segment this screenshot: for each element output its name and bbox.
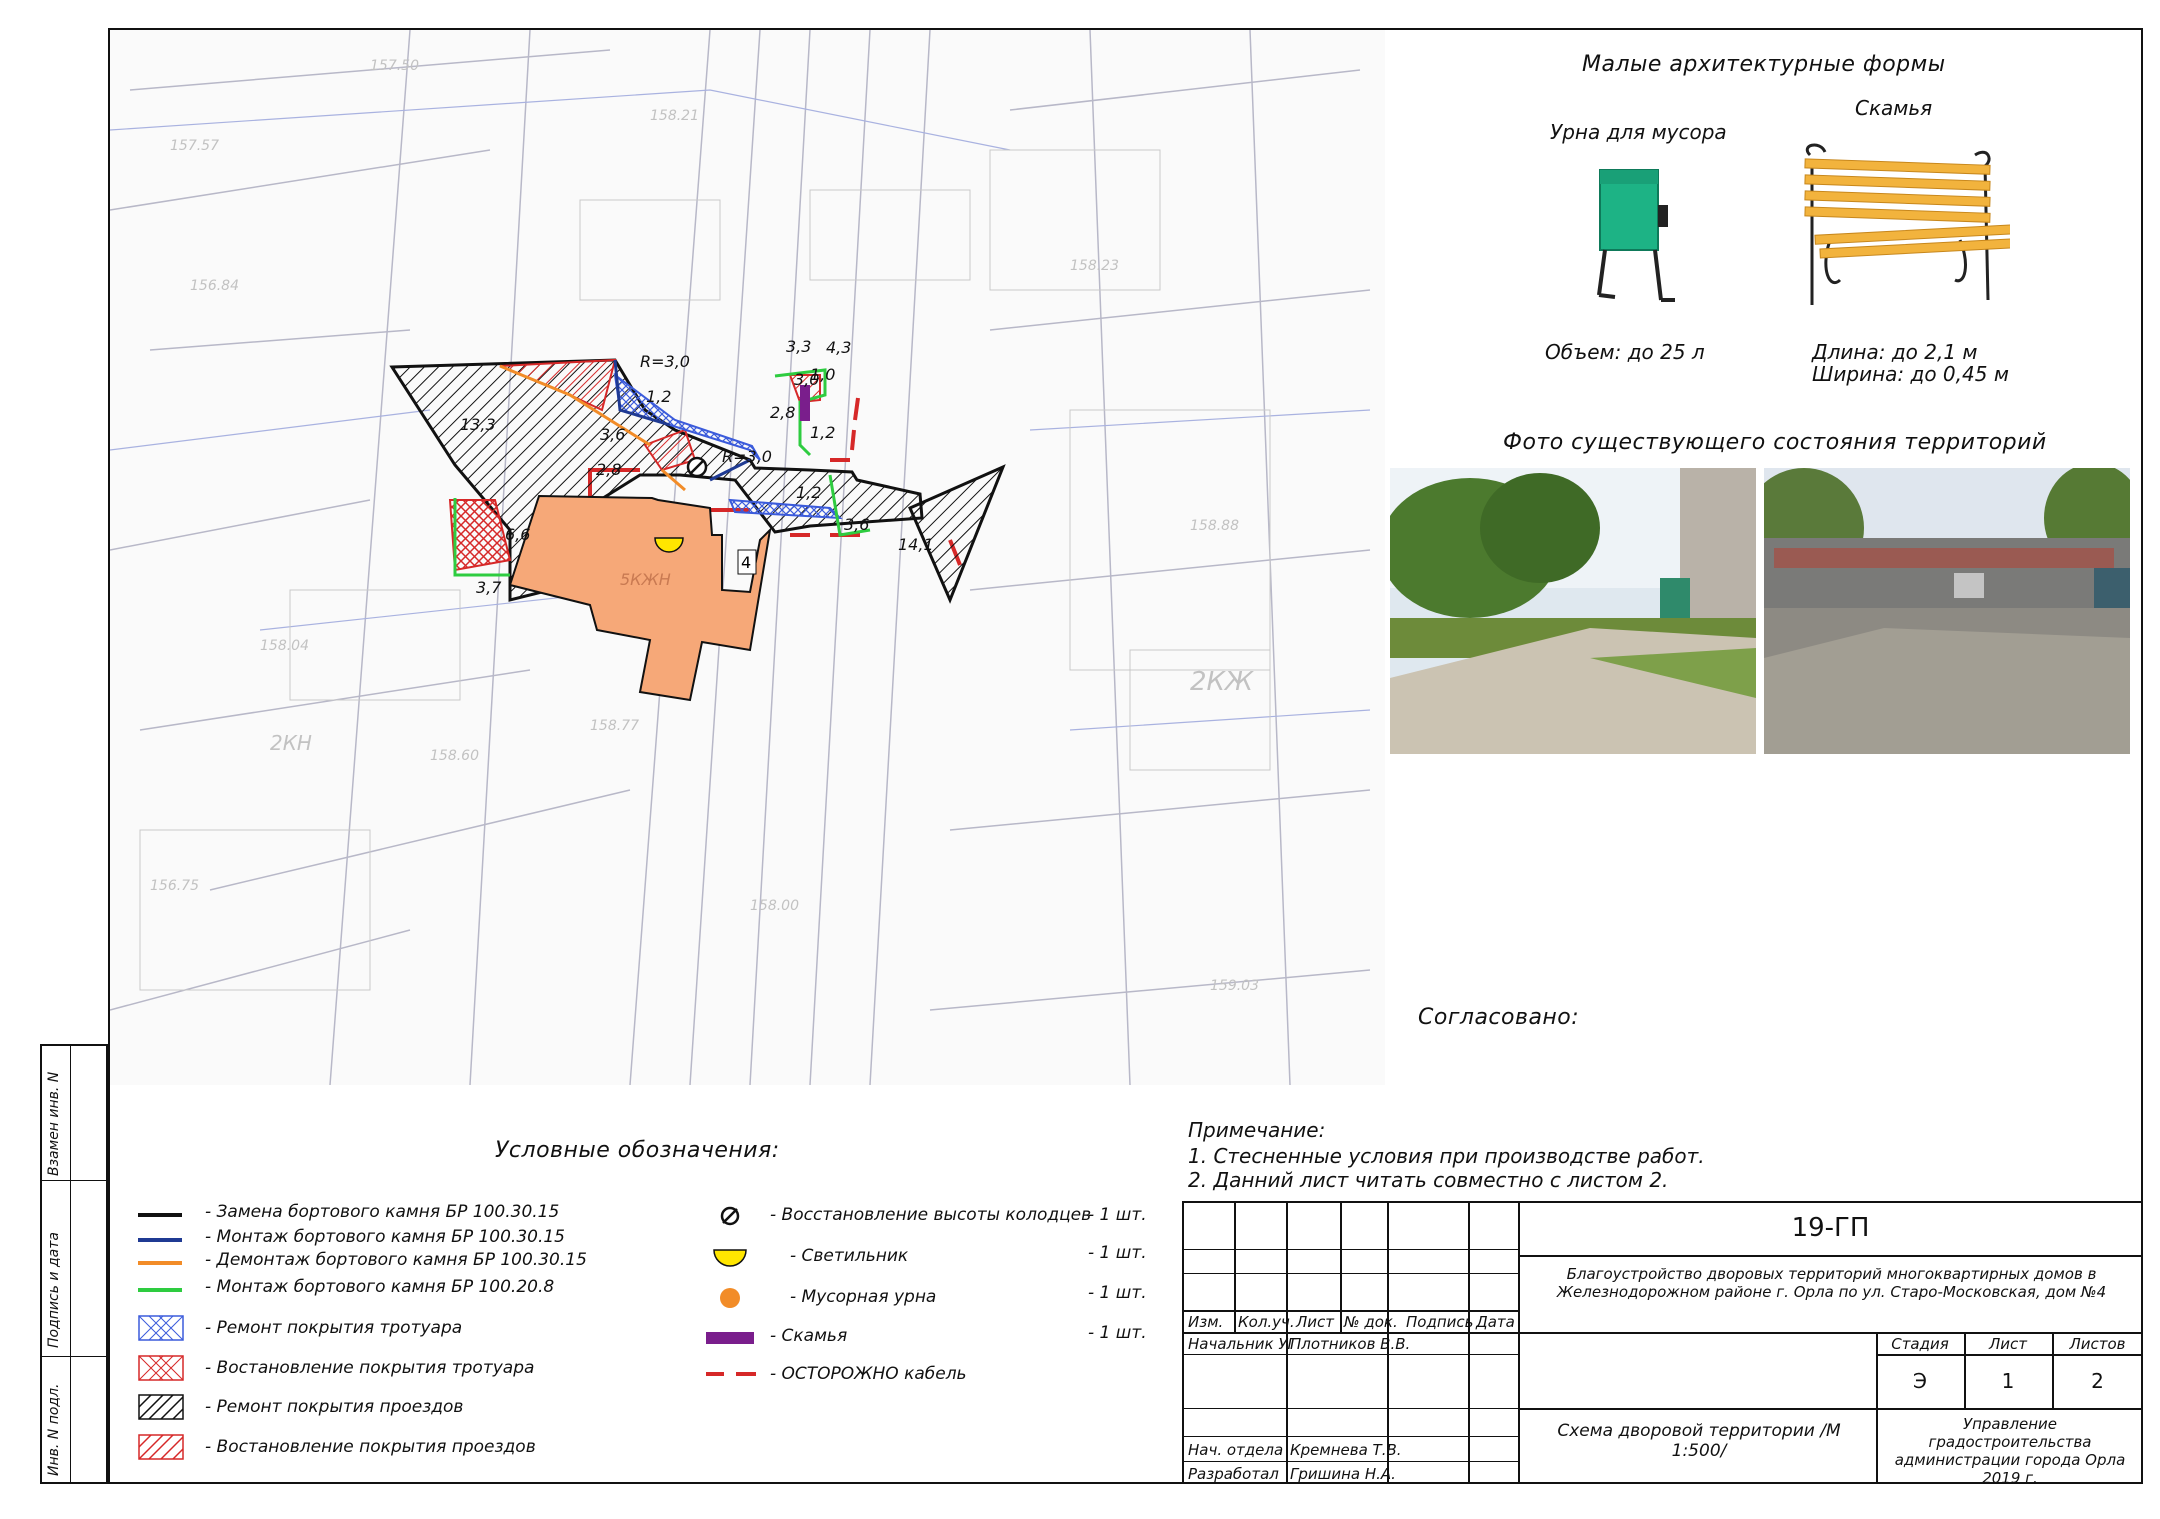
- legend-qty-bench: - 1 шт.: [1088, 1323, 1147, 1343]
- bench-image: [1790, 140, 2010, 315]
- dim-11: 6,6: [505, 525, 531, 544]
- dim-7: 4,3: [826, 338, 852, 357]
- trash-bin-icon: [718, 1286, 742, 1310]
- notes-title: Примечание:: [1188, 1118, 1326, 1142]
- svg-text:2КЖ: 2КЖ: [1190, 667, 1254, 697]
- legend-item-sidewalk-restore: - Востановление покрытия тротуара: [205, 1358, 535, 1378]
- legend-item-drive-restore: - Востановление покрытия проездов: [205, 1437, 536, 1457]
- role-3: Разработал: [1188, 1465, 1279, 1483]
- dim-9: 3,6: [600, 425, 626, 444]
- site-photo-1[interactable]: [1390, 468, 1756, 754]
- legend-swatch-demolish-curb: [138, 1261, 182, 1265]
- bin-spec: Объем: до 25 л: [1545, 340, 1705, 364]
- role-2: Нач. отдела: [1188, 1441, 1284, 1459]
- legend-swatch-drive-restore: [138, 1434, 184, 1460]
- legend-swatch-sidewalk-repair: [138, 1315, 184, 1341]
- legend-swatch-mount-curb-small: [138, 1288, 182, 1292]
- building-number: 4: [741, 553, 752, 572]
- dim-10: 2,8: [596, 460, 622, 479]
- legend-item-bench: - Скамья: [770, 1326, 848, 1346]
- svg-text:158.21: 158.21: [650, 108, 699, 124]
- svg-text:158.60: 158.60: [430, 748, 479, 764]
- cable-icon: [706, 1370, 756, 1378]
- dim-8: 1,0: [810, 365, 836, 384]
- sheet-header: Лист: [1988, 1335, 2027, 1353]
- dim-15: 13,3: [460, 415, 496, 434]
- legend-item-replace-curb: - Замена бортового камня БР 100.30.15: [205, 1202, 560, 1222]
- dim-1: 1,2: [646, 387, 672, 406]
- legend-item-mount-curb-small: - Монтаж бортового камня БР 100.20.8: [205, 1277, 555, 1297]
- name-2: Кремнева Т.В.: [1290, 1441, 1402, 1459]
- dim-5: 3,0: [794, 370, 820, 389]
- bench-spec-length: Длина: до 2,1 м: [1812, 340, 1978, 364]
- project-description: Благоустройство дворовых территорий многоквартирных домов в Железнодорожном районе г. Орла по ул. Старо-Московская, дом №4: [1556, 1265, 2107, 1301]
- sheet-value: 1: [2001, 1369, 2015, 1393]
- svg-text:158.04: 158.04: [260, 638, 309, 654]
- col-header-date: Дата: [1476, 1313, 1515, 1331]
- legend-item-bin: - Мусорная урна: [790, 1287, 937, 1307]
- col-header-change: Изм.: [1188, 1313, 1224, 1331]
- legend-qty-lamp: - 1 шт.: [1088, 1243, 1147, 1263]
- col-header-count: Кол.уч.: [1238, 1313, 1295, 1331]
- dim-4: 2,8: [770, 403, 796, 422]
- legend-title: Условные обозначения:: [495, 1138, 780, 1163]
- legend-swatch-replace-curb: [138, 1213, 182, 1217]
- role-1: Начальник УГ: [1188, 1335, 1296, 1353]
- legend-qty-bin: - 1 шт.: [1088, 1283, 1147, 1303]
- site-plan-map[interactable]: [110, 30, 1385, 1085]
- sheets-header: Листов: [2069, 1335, 2126, 1353]
- name-1: Плотников В.В.: [1290, 1335, 1411, 1353]
- legend-item-lamp: - Светильник: [790, 1246, 909, 1266]
- side-label-sign: Подпись и дата: [46, 1232, 62, 1348]
- legend-swatch-drive-repair: [138, 1394, 184, 1420]
- building-type-label: 5КЖН: [620, 570, 671, 589]
- svg-text:157.57: 157.57: [170, 138, 219, 154]
- svg-text:158.00: 158.00: [750, 898, 799, 914]
- legend-qty-manhole: - 1 шт.: [1088, 1205, 1147, 1225]
- svg-text:156.84: 156.84: [190, 278, 239, 294]
- svg-text:2КН: 2КН: [270, 731, 312, 755]
- scheme-title: Схема дворовой территории /М 1:500/: [1557, 1421, 1841, 1461]
- sheets-value: 2: [2091, 1369, 2104, 1393]
- approved-label: Согласовано:: [1418, 1005, 1580, 1030]
- svg-text:158.77: 158.77: [590, 718, 639, 734]
- dim-12: 3,7: [476, 578, 502, 597]
- bin-image: [1585, 165, 1685, 305]
- col-header-sheet: Лист: [1296, 1313, 1335, 1331]
- svg-text:156.75: 156.75: [150, 878, 199, 894]
- legend-swatch-mount-curb: [138, 1238, 182, 1242]
- col-header-sign: Подпись: [1406, 1313, 1474, 1331]
- dim-2: 1,2: [810, 423, 836, 442]
- dim-radius-2: R=3,0: [722, 447, 772, 466]
- bench-spec-width: Ширина: до 0,45 м: [1812, 362, 2009, 386]
- side-label-replace: Взамен инв. N: [46, 1071, 62, 1176]
- dim-3: 1,2: [796, 483, 822, 502]
- col-header-doc: № док.: [1344, 1313, 1398, 1331]
- dim-14: 14,1: [898, 535, 934, 554]
- title-block: [1182, 1201, 2143, 1487]
- notes-item-2: 2. Данний лист читать совместно с листом 2.: [1188, 1168, 1669, 1192]
- stage-value: Э: [1913, 1369, 1927, 1393]
- lamp-icon: [710, 1248, 750, 1268]
- svg-text:159.03: 159.03: [1210, 978, 1259, 994]
- dim-13: 3,6: [844, 515, 870, 534]
- legend-swatch-sidewalk-restore: [138, 1355, 184, 1381]
- legend-item-sidewalk-repair: - Ремонт покрытия тротуара: [205, 1318, 463, 1338]
- site-photo-2[interactable]: [1764, 468, 2130, 754]
- photos-title: Фото существующего состояния территорий: [1503, 430, 2047, 455]
- svg-text:157.50: 157.50: [370, 58, 419, 74]
- bench-icon: [706, 1332, 754, 1344]
- dim-radius-1: R=3,0: [640, 352, 690, 371]
- legend-item-drive-repair: - Ремонт покрытия проездов: [205, 1397, 464, 1417]
- manhole-icon: [718, 1204, 742, 1228]
- maf-title: Малые архитектурные формы: [1582, 52, 1946, 77]
- side-stamp: [40, 1044, 108, 1484]
- bench-marker: [800, 385, 810, 421]
- bin-label: Урна для мусора: [1550, 120, 1727, 144]
- legend-item-mount-curb: - Монтаж бортового камня БР 100.30.15: [205, 1227, 565, 1247]
- side-label-inv: Инв. N подл.: [46, 1383, 62, 1476]
- dim-6: 3,3: [786, 337, 812, 356]
- svg-text:158.23: 158.23: [1070, 258, 1119, 274]
- legend-item-cable: - ОСТОРОЖНО кабель: [770, 1364, 967, 1384]
- bench-label: Скамья: [1855, 96, 1933, 120]
- svg-text:158.88: 158.88: [1190, 518, 1239, 534]
- stage-header: Стадия: [1891, 1335, 1949, 1353]
- legend-item-demolish-curb: - Демонтаж бортового камня БР 100.30.15: [205, 1250, 587, 1270]
- name-3: Гришина Н.А.: [1290, 1465, 1396, 1483]
- project-code: 19-ГП: [1791, 1213, 1870, 1243]
- organization: Управление градостроительства администрации города Орла 2019 г.: [1894, 1415, 2126, 1487]
- notes-item-1: 1. Стесненные условия при производстве работ.: [1188, 1144, 1705, 1168]
- legend-item-manhole: - Восстановление высоты колодцев: [770, 1205, 1092, 1225]
